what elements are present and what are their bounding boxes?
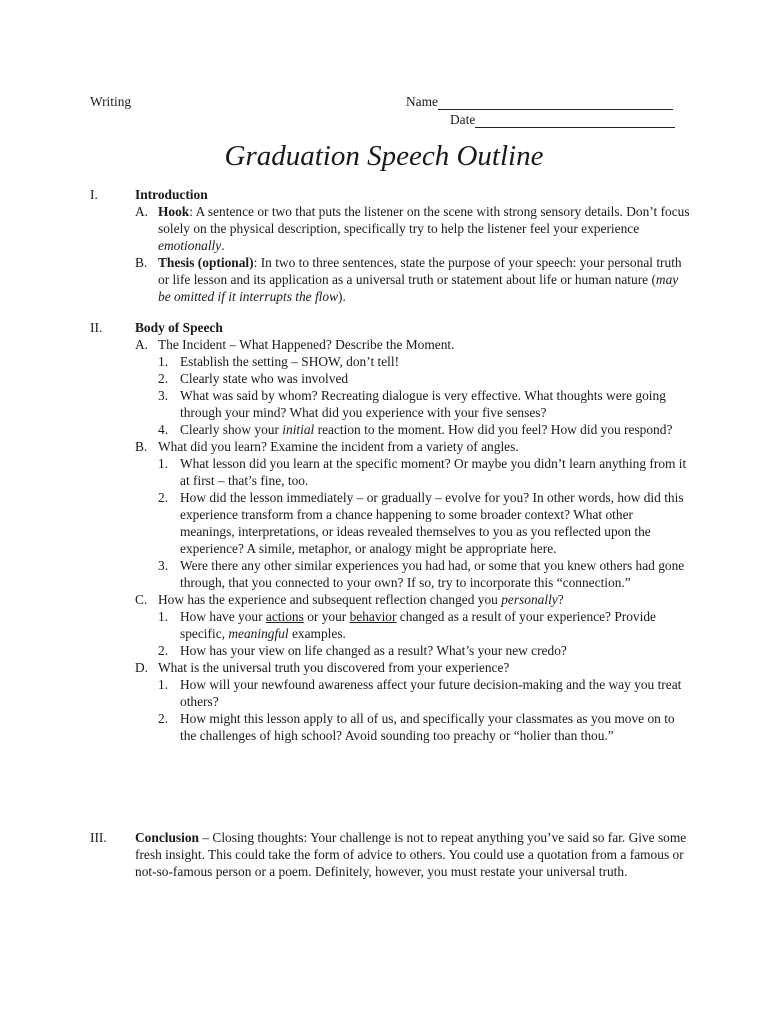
date-line: [475, 114, 675, 128]
item-term: Thesis (optional): [158, 255, 254, 270]
subitem-underline: behavior: [349, 609, 397, 624]
date-field: [450, 111, 675, 128]
subitem-text: How did the lesson immediately – or gradually – evolve for you? In other words, how did this experience transform from a chance happening to some broader context? What other meanings, interpretations, or ideas revealed themselves to you as you reflected upon the experience? A simile, metaphor, or analogy might be appropriate here.: [180, 490, 684, 556]
subitem-text: What was said by whom? Recreating dialogue is very effective. What thoughts were going through your mind? What did you experience with your five senses?: [180, 388, 666, 420]
subitem: [158, 710, 690, 744]
subitem-text: How will your newfound awareness affect your future decision-making and the way you treat others?: [180, 677, 682, 709]
sublist-change: [158, 608, 690, 659]
subitem-text-end: examples.: [288, 626, 346, 641]
subitem-underline: actions: [265, 609, 304, 624]
section-text: – Closing thoughts: Your challenge is not to repeat anything you’ve said so far. Give some fresh insight. This could take the form of advice to others. You could use a quotation from a famous or not-so-famous person or a poem. Definitely, however, you must restate your universal truth.: [135, 830, 687, 879]
subitem-text: changed as a result of your experience? Provide specific,: [180, 609, 656, 641]
item-text-end: ?: [557, 592, 564, 607]
subitem-text: Clearly state who was involved: [180, 371, 349, 386]
name-label: Name: [406, 94, 438, 109]
subitem-number: 3.: [158, 558, 169, 573]
subitem-number: 2.: [158, 490, 169, 505]
subitem-number: 1.: [158, 677, 169, 692]
section-introduction: [90, 186, 690, 305]
subitem-text: What lesson did you learn at the specific moment? Or maybe you didn’t learn anything from it at first – that’s fine, too.: [180, 456, 687, 488]
subitem-text: Clearly show your: [180, 422, 283, 437]
outline-item-hook: [135, 203, 690, 254]
section-numeral: III.: [90, 830, 107, 845]
subitem-number: 2.: [158, 371, 169, 386]
subitem-emphasis: meaningful: [228, 626, 289, 641]
subitem: [158, 387, 690, 421]
subitem-text: How has your view on life changed as a result? What’s your new credo?: [180, 643, 567, 658]
subitem-text-end: reaction to the moment. How did you feel? How did you respond?: [314, 422, 673, 437]
name-field: [406, 93, 673, 110]
subject-label: Writing: [90, 94, 132, 109]
section-numeral: I.: [90, 187, 98, 202]
outline-item-change: [135, 591, 690, 608]
subitem: [158, 557, 690, 591]
outline-item-universal-truth: [135, 659, 690, 676]
sublist-universal-truth: [158, 676, 690, 744]
item-term: Hook: [158, 204, 190, 219]
item-text: The Incident – What Happened? Describe the Moment.: [158, 337, 455, 352]
subitem: [158, 353, 690, 370]
subitem: [158, 642, 690, 659]
sublist-incident: [158, 353, 690, 438]
item-text: How has the experience and subsequent reflection changed you: [158, 592, 502, 607]
item-emphasis: personally: [501, 592, 558, 607]
subitem: [158, 489, 690, 557]
outline-item-thesis: [135, 254, 690, 305]
name-line: [438, 96, 673, 110]
section-heading: Introduction: [135, 187, 208, 202]
item-label: B.: [135, 439, 148, 454]
subitem-number: 3.: [158, 388, 169, 403]
subitem-number: 1.: [158, 609, 169, 624]
item-emphasis: emotionally: [158, 238, 222, 253]
item-label: C.: [135, 592, 148, 607]
section-heading: Body of Speech: [135, 320, 223, 335]
subitem-number: 4.: [158, 422, 169, 437]
outline-item-incident: [135, 336, 690, 353]
subitem-number: 1.: [158, 354, 169, 369]
date-label: Date: [450, 112, 476, 127]
page-title: Graduation Speech Outline: [224, 140, 544, 172]
item-label: A.: [135, 337, 149, 352]
item-text: What did you learn? Examine the incident from a variety of angles.: [158, 439, 519, 454]
item-text-end: .: [221, 238, 225, 253]
item-text-end: ).: [338, 289, 346, 304]
section-conclusion: [90, 829, 690, 880]
item-label: A.: [135, 204, 149, 219]
subitem-text: How might this lesson apply to all of us, and specifically your classmates as you move on to the challenges of high school? Avoid sounding too preachy or “holier than thou.”: [180, 711, 675, 743]
item-text: What is the universal truth you discovered from your experience?: [158, 660, 510, 675]
subitem-emphasis: initial: [282, 422, 315, 437]
subitem-text: How have your: [180, 609, 266, 624]
subitem-number: 2.: [158, 711, 169, 726]
sublist-learning: [158, 455, 690, 591]
subitem: [158, 421, 690, 438]
subitem: [158, 676, 690, 710]
outline-item-learning: [135, 438, 690, 455]
subitem: [158, 455, 690, 489]
subitem-number: 1.: [158, 456, 169, 471]
subitem-number: 2.: [158, 643, 169, 658]
subitem-text: or your: [303, 609, 350, 624]
subitem: [158, 370, 690, 387]
item-text: : A sentence or two that puts the listener on the scene with strong sensory details. Don’t focus solely on the physical description, specifically try to help the listener feel your experience: [158, 204, 690, 236]
item-text: : In two to three sentences, state the purpose of your speech: your personal truth or life lesson and its application as a universal truth or statement about life or human nature (: [158, 255, 682, 287]
item-label: B.: [135, 255, 148, 270]
subitem: [158, 608, 690, 642]
section-heading: Conclusion: [135, 830, 199, 845]
section-body-of-speech: [90, 319, 690, 744]
subitem-text: Establish the setting – SHOW, don’t tell!: [180, 354, 400, 369]
subitem-text: Were there any other similar experiences you had had, or some that you knew others had gone through, that you connected to your own? If so, try to incorporate this “connection.”: [180, 558, 685, 590]
section-numeral: II.: [90, 320, 103, 335]
item-emphasis: may be omitted if it interrupts the flow: [158, 272, 679, 304]
item-label: D.: [135, 660, 149, 675]
